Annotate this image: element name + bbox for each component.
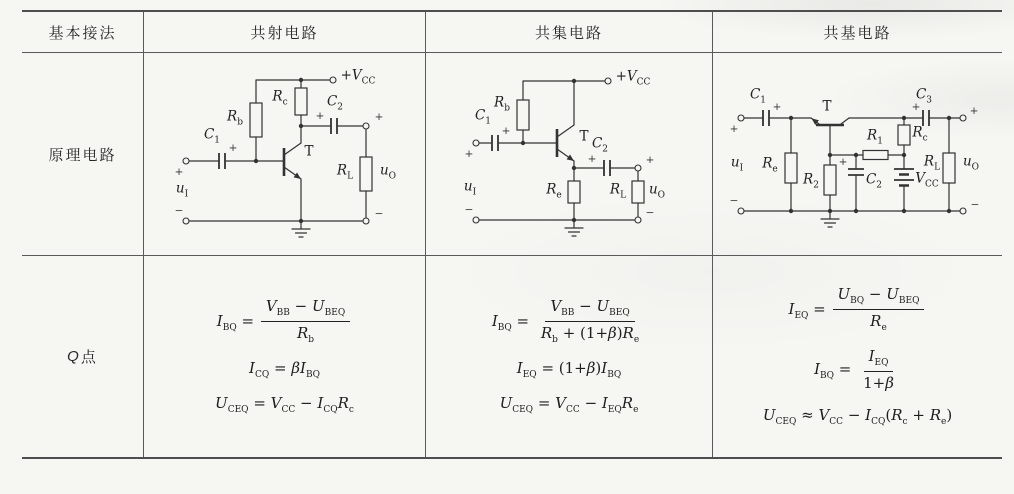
label-vcc: $+V_{CC}$ [615,68,651,88]
label-ui: $u_I$ [730,154,744,174]
label-rc: $R_c$ [912,124,928,144]
resistor-rc [898,125,910,145]
circuit-common-collector [425,52,712,255]
label-r2: $R_2$ [803,171,819,191]
capacitor-c2 [848,169,864,175]
ground-icon [821,211,839,227]
capacitor-c1 [219,153,225,169]
resistor-rl [632,181,644,203]
label-rb: $R_b$ [494,94,510,114]
label-rc: $R_c$ [272,88,288,108]
label-ui: $u_I$ [463,178,477,198]
plus-mark-c1: + [501,124,511,137]
plus-mark-c2: + [315,109,325,122]
label-uo: $u_O$ [648,181,666,201]
formula-ibq: $I_{BQ}$ = $\frac{I_{EQ}}{1+\beta}$ [814,347,894,393]
row-label-q-point: Q 点 [22,255,143,457]
minus-mark-output: − [374,207,384,220]
plus-mark-input: + [464,147,474,160]
label-rl: $R_L$ [336,162,354,182]
minus-mark-input: − [729,194,739,207]
plus-mark-output: + [374,110,384,123]
label-transistor: T [304,143,314,160]
circuit-common-base [712,52,1002,255]
header-common-base: 共基电路 [712,12,1002,52]
label-c1: $C_1$ [203,126,221,146]
common-emitter-schematic [144,53,426,255]
formula-ieq: $I_{EQ} = (1+\beta)I_{BQ}$ [516,359,622,380]
label-vcc: $+V_{CC}$ [340,67,376,87]
label-c3: $C_3$ [915,86,933,106]
row-label-principle-circuit: 原理电路 [22,52,143,255]
plus-mark-c1: + [228,141,238,154]
plus-mark-output: + [969,104,979,117]
transistor [812,118,845,125]
plus-mark-c3: + [911,100,921,113]
ground-icon [292,221,310,237]
header-basic-connection: 基本接法 [48,24,117,42]
formula-ieq: $I_{EQ}$ = $\frac{U_{BQ} - U_{BEQ}}{R_e}$ [789,285,927,335]
resistor-re [785,153,797,183]
resistor-rc [295,88,307,115]
label-c2: $C_2$ [865,171,883,191]
plus-mark-input: + [729,122,739,135]
formula-ibq: $I_{BQ}$ = $\frac{V_{BB} - U_{BEQ}}{R_b + (1+\beta)R_e}$ [491,296,640,345]
common-base-schematic [713,53,1003,255]
plus-mark-c2: + [838,155,848,168]
label-c1: $C_1$ [749,86,767,106]
label-re: $R_e$ [762,155,778,175]
formula-uceq: $U_{CEQ} \approx V_{CC} - I_{CQ}(R_c + R_e)$ [762,406,953,428]
plus-mark-output: + [645,153,655,166]
resistor-r2 [824,165,836,195]
label-c2: $C_2$ [326,93,344,113]
label-transistor: T [822,98,832,115]
qpoint-common-collector [425,255,712,457]
minus-mark-input: − [174,204,184,217]
plus-mark-c1: + [772,100,782,113]
label-c1: $C_1$ [474,107,492,127]
capacitor-c1 [763,110,769,126]
header-common-emitter: 共射电路 [143,12,425,52]
label-uo: $u_O$ [962,153,980,173]
capacitor-c2 [604,160,610,176]
plus-mark-c2: + [587,152,597,165]
formula-icq: $I_{CQ} = \beta I_{BQ}$ [249,359,320,380]
plus-mark-input: + [174,165,184,178]
label-rb: $R_b$ [227,108,243,128]
formula-uceq: $U_{CEQ} = V_{CC} - I_{CQ}R_c$ [215,394,354,416]
capacitor-c2 [331,118,337,134]
resistor-rb [517,100,529,130]
header-common-collector: 共集电路 [425,12,712,52]
label-rl: $R_L$ [609,181,627,201]
capacitor-c1 [492,135,498,151]
label-rl: $R_L$ [923,153,941,173]
capacitor-c3 [923,110,929,126]
qpoint-common-base [712,255,1002,457]
minus-mark-input: − [464,203,474,216]
circuit-common-emitter [143,52,425,255]
comparison-table [22,10,1002,459]
battery-vcc [894,169,914,186]
resistor-rl [943,153,955,183]
label-r1: $R_1$ [867,127,883,147]
resistor-rl [360,157,372,191]
resistor-re [568,181,580,203]
label-re: $R_e$ [546,181,562,201]
transistor [557,129,574,161]
label-vcc: $V_{CC}$ [915,170,939,190]
resistor-rb [250,103,262,137]
label-ui: $u_I$ [175,180,189,200]
minus-mark-output: − [970,198,980,211]
qpoint-common-emitter [143,255,425,457]
formula-ibq: $I_{BQ}$ = $\frac{V_{BB} - U_{BEQ}}{R_b}$ [217,297,352,347]
label-c2: $C_2$ [591,135,609,155]
ground-icon [565,220,583,236]
formula-uceq: $U_{CEQ} = V_{CC} - I_{EQ}R_e$ [499,394,639,416]
minus-mark-output: − [645,206,655,219]
resistor-r1 [863,151,888,160]
label-uo: $u_O$ [379,162,397,182]
label-transistor: T [579,128,589,145]
